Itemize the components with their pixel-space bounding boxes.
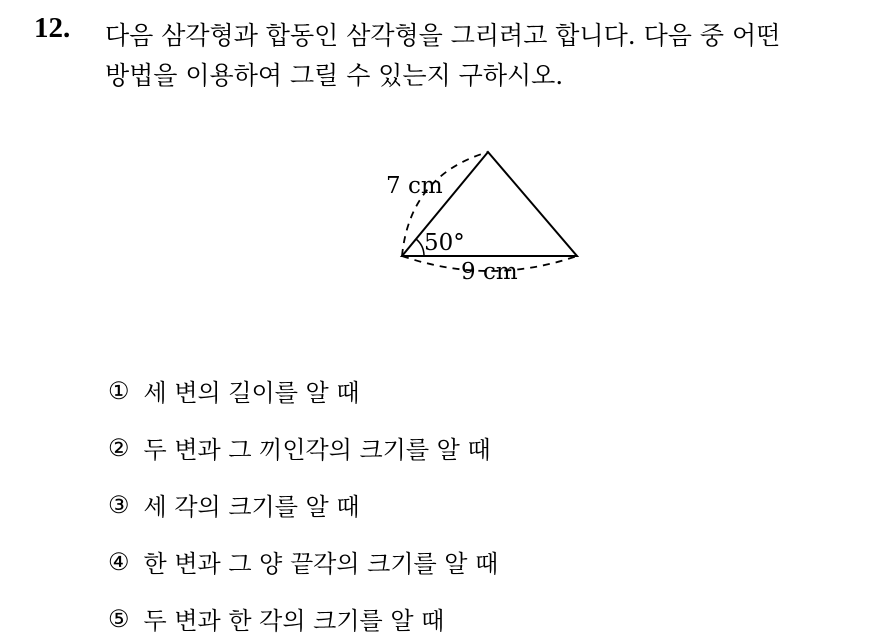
angle-arc: [416, 239, 424, 256]
question-text-line-2: 방법을 이용하여 그릴 수 있는지 구하시오.: [105, 61, 564, 90]
question-number: 12.: [34, 12, 71, 44]
option-mark: ⑤: [108, 604, 130, 633]
option-3[interactable]: [108, 487, 360, 522]
triangle-figure: [380, 140, 600, 290]
option-text: 세 변의 길이를 알 때: [143, 379, 360, 407]
option-mark: ③: [108, 490, 130, 519]
side-label-bottom: 9 cm: [461, 259, 518, 285]
option-text: 두 변과 한 각의 크기를 알 때: [143, 607, 445, 635]
option-text: 한 변과 그 양 끝각의 크기를 알 때: [143, 550, 499, 578]
option-mark: ④: [108, 547, 130, 576]
side-label-left: 7 cm: [386, 173, 443, 199]
option-mark: ①: [108, 376, 130, 405]
option-text: 두 변과 그 끼인각의 크기를 알 때: [143, 436, 491, 464]
option-4[interactable]: [108, 544, 498, 579]
angle-label: 50°: [424, 230, 465, 256]
option-mark: ②: [108, 433, 130, 462]
option-1[interactable]: [108, 373, 360, 408]
option-text: 세 각의 크기를 알 때: [143, 493, 360, 521]
question-text-line-1: 다음 삼각형과 합동인 삼각형을 그리려고 합니다. 다음 중 어떤: [105, 21, 781, 50]
option-2[interactable]: [108, 430, 491, 465]
